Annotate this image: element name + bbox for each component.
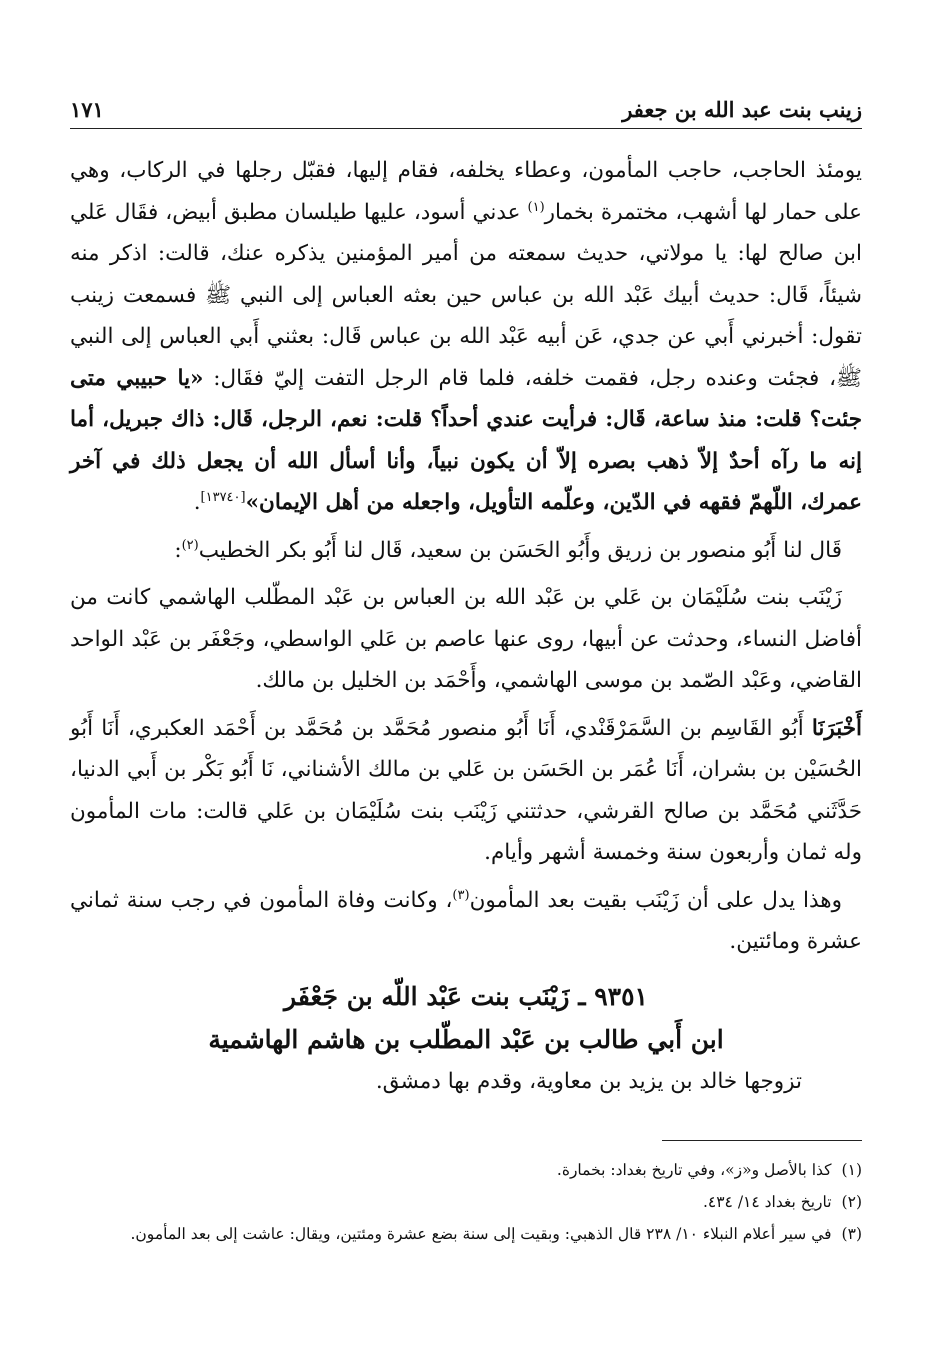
paragraph-conclusion xyxy=(70,880,862,963)
text-span: ، وكانت وفاة المأمون في رجب سنة ثماني عشرة ومائتين. xyxy=(70,887,862,954)
text-span: . xyxy=(193,490,201,515)
footnote-item xyxy=(70,1221,862,1247)
text-span: قَال لنا أَبُو منصور بن زريق وأَبُو الحَسَن بن سعيد، قَال لنا أَبُو بكر الخطيب xyxy=(198,537,842,563)
footnotes xyxy=(70,1140,862,1253)
footnote-marker: (٢) xyxy=(181,537,199,553)
main-text xyxy=(70,150,862,1102)
entry-title-line-1: ٩٣٥١ ـ زَيْنَب بنت عَبْد اللّه بن جَعْفَر xyxy=(284,981,648,1011)
paragraph-biography: زَيْنَب بنت سُلَيْمَان بن عَلي بن عَبْد الله بن العباس بن عَبْد المطّلب الهاشمي كانت من أفاضل النساء، وحدثت عن أبيها، روى عنها عاصم بن عَلي الواسطي، وجَعْفَر بن عَبْد الواحد القاضي، وعَبْد الصّمد بن موسى الهاشمي، وأَحْمَد بن الخليل بن مالك. xyxy=(70,585,862,693)
text-span: عدني أسود، عليها طيلسان مطبق أبيض، فقَال عَلي ابن صالح لها: يا مولاتي، حديث سمعته من أمير المؤمنين يذكره عنك، قالت: اذكر منه شيئاً، قَال: حديث أبيك عَبْد الله بن عباس حين بعثه العباس إلى النبي ﷺ فسمعت زينب تقول: أخبرني أَبي عن جدي، عَن أبيه عَبْد الله بن عباس قَال: بعثني أَبي العباس إلى النبي ﷺ، فجئت وعنده رجل، فقمت خلفه، فلما قام الرجل التفت إليّ فقَال: xyxy=(70,199,862,391)
entry-note: تزوجها خالد بن يزيد بن معاوية، وقدم بها دمشق. xyxy=(375,1068,802,1094)
footnote-item xyxy=(70,1189,862,1215)
text-span: يومئذ الحاجب، حاجب المأمون، وعطاء يخلفه، فقام إليها، فقبّل رجلها في الركاب، وهي على حمار لها أشهب، مختمرة بخمار xyxy=(70,158,862,225)
page-number: ١٧١ xyxy=(70,97,104,122)
akhbarana-keyword: أَخْبَرَنَا xyxy=(811,715,862,741)
paragraph-chain xyxy=(70,530,862,572)
paragraph-isnad xyxy=(70,708,862,874)
footnote-text: في سير أعلام النبلاء ١٠/ ٢٣٨ قال الذهبي: وبقيت إلى سنة بضع عشرة ومئتين، ويقال: عاشت إلى بعد المأمون. xyxy=(130,1225,832,1243)
footnote-number: (١) xyxy=(841,1161,862,1179)
footnote-divider xyxy=(662,1140,862,1141)
entry-title-line-2: ابن أَبي طالب بن عَبْد المطّلب بن هاشم الهاشمية xyxy=(208,1024,724,1054)
entry-heading xyxy=(70,975,862,1061)
hadith-text: «يا حبيبي متى جئت؟ قلت: منذ ساعة، قَال: فرأيت عندي أحداً؟ قلت: نعم، الرجل، قَال: ذاك جبريل، أما إنه ما رآه أحدٌ إلاّ ذهب بصره إلاّ أن يكون نبياً، وأنا أسأل الله أن يجعل ذلك في آخر عمرك، اللّهمّ فقهه في الدّين، وعلّمه التأويل، واجعله من أهل الإيمان» xyxy=(70,365,862,515)
text-span: وهذا يدل على أن زَيْنَب بقيت بعد المأمون xyxy=(469,887,842,913)
hadith-reference: [١٣٧٤٠] xyxy=(200,489,246,505)
running-title: زينب بنت عبد الله بن جعفر xyxy=(622,97,862,122)
footnote-number: (٢) xyxy=(841,1193,862,1211)
page-header xyxy=(70,82,862,129)
footnote-marker: (١) xyxy=(527,199,545,215)
text-span: : xyxy=(174,537,182,563)
text-span: أَبُو القَاسِم بن السَّمَرْقَنْدي، أَنَا أَبُو منصور مُحَمَّد بن مُحَمَّد بن أَحْمَد العكبري، أَنَا أَبُو الحُسَيْن بن بشران، أَنَا عُمَر بن الحَسَن بن عَلي بن مالك الأشناني، نَا أَبُو بَكْر بن أَبي الدنيا، حَدَّثَني مُحَمَّد بن صالح القرشي، حدثتني زَيْنَب بنت سُلَيْمَان بن عَلي قالت: مات المأمون وله ثمان وأربعون سنة وخمسة أشهر وأيام. xyxy=(70,715,862,865)
footnote-text: تاريخ بغداد ١٤/ ٤٣٤. xyxy=(702,1193,832,1211)
paragraph-narration xyxy=(70,150,862,524)
footnote-text: كذا بالأصل و«ز»، وفي تاريخ بغداد: بخمارة. xyxy=(556,1161,832,1179)
footnote-marker: (٣) xyxy=(452,887,470,903)
footnote-number: (٣) xyxy=(841,1225,862,1243)
footnote-item xyxy=(70,1157,862,1183)
